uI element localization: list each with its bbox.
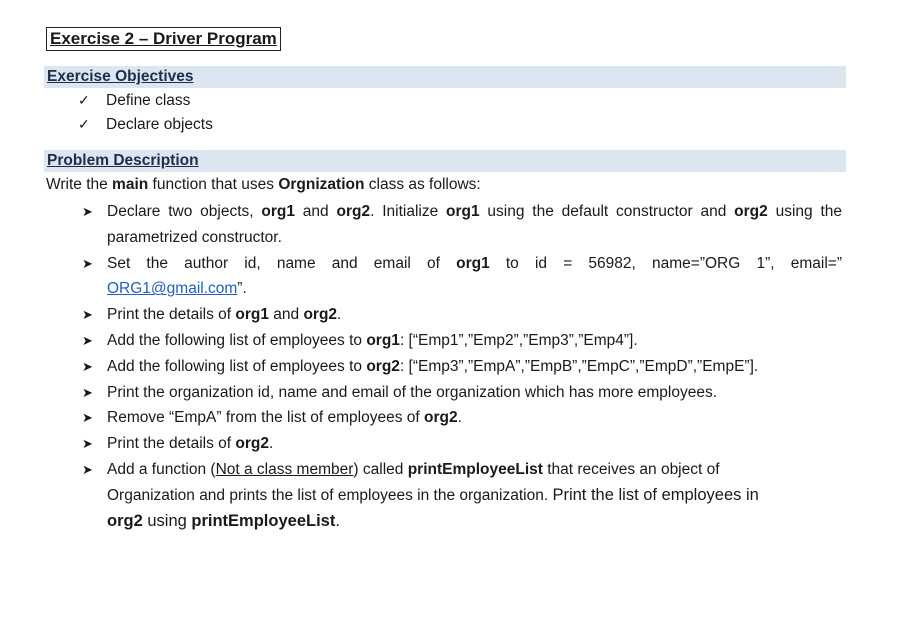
email-link[interactable]: ORG1@gmail.com bbox=[107, 280, 238, 298]
list-item: ➤ Add the following list of employees to org2: [“Emp3”,”EmpA”,”EmpB”,”EmpC”,”EmpD”,”EmpE”]. bbox=[82, 354, 842, 380]
problem-heading-band bbox=[44, 150, 846, 172]
list-item: ➤ Add the following list of employees to org1: [“Emp1”,”Emp2”,”Emp3”,”Emp4”]. bbox=[82, 328, 842, 354]
exercise-title: Exercise 2 – Driver Program bbox=[46, 27, 281, 51]
list-item: ➤ Print the details of org1 and org2. bbox=[82, 302, 842, 328]
arrow-bullet-icon: ➤ bbox=[82, 410, 93, 426]
objectives-heading: Exercise Objectives bbox=[47, 68, 194, 85]
objective-item: ✓ Define class bbox=[78, 89, 190, 112]
arrow-bullet-icon: ➤ bbox=[82, 384, 93, 400]
list-item: ➤ Remove “EmpA” from the list of employees of org2. bbox=[82, 405, 842, 431]
task-list bbox=[82, 199, 842, 534]
list-item: ➤ Set the author id, name and email of org1 to id = 56982, name=”ORG 1”, email=” ORG1@gmail.com”. bbox=[82, 251, 842, 303]
arrow-bullet-icon: ➤ bbox=[82, 255, 93, 271]
objective-item: ✓ Declare objects bbox=[78, 113, 213, 136]
problem-intro: Write the main function that uses Orgnization class as follows: bbox=[46, 176, 481, 193]
objectives-heading-band bbox=[44, 66, 846, 88]
arrow-bullet-icon: ➤ bbox=[82, 461, 93, 477]
checkmark-icon: ✓ bbox=[78, 116, 90, 132]
arrow-bullet-icon: ➤ bbox=[82, 436, 93, 452]
list-item: ➤ Declare two objects, org1 and org2. Initialize org1 using the default constructor and org2 using the parametrized constructor. bbox=[82, 199, 842, 251]
arrow-bullet-icon: ➤ bbox=[82, 204, 93, 219]
arrow-bullet-icon: ➤ bbox=[82, 358, 93, 374]
problem-heading: Problem Description bbox=[47, 152, 199, 169]
checkmark-icon: ✓ bbox=[78, 92, 90, 108]
list-item: ➤ Print the organization id, name and email of the organization which has more employees. bbox=[82, 380, 842, 406]
list-item: ➤ Print the details of org2. bbox=[82, 431, 842, 457]
arrow-bullet-icon: ➤ bbox=[82, 332, 93, 348]
list-item: ➤ Add a function (Not a class member) called printEmployeeList that receives an object of Organization and prints the list of employees in the organization. Print the list of employees in org2 using printEmployeeList. bbox=[82, 457, 842, 534]
arrow-bullet-icon: ➤ bbox=[82, 307, 93, 323]
